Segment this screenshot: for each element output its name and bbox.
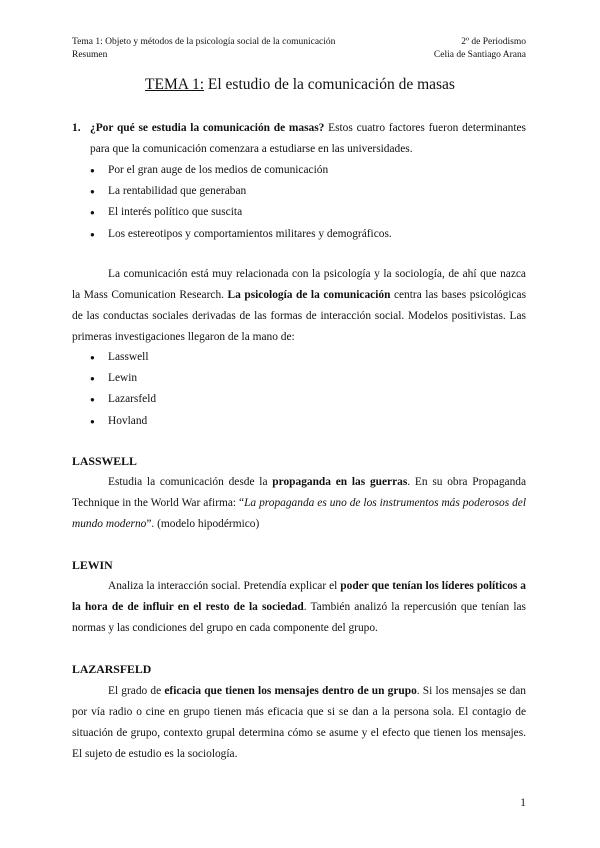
header-author: Celia de Santiago Arana (433, 50, 526, 60)
lazarsfeld-paragraph (72, 681, 526, 765)
list-item: ● Hovland (90, 411, 526, 432)
lazarsfeld-heading: LAZARSFELD (72, 662, 152, 676)
lewin-paragraph (72, 576, 526, 639)
lasswell-part3: ”. (modelo hipodérmico) (146, 518, 260, 530)
header-right (434, 36, 526, 62)
page-title (0, 76, 600, 94)
intro-part1: La comunicación está muy relacionada con la psicología y la sociología, de ahí que nazca la Mass Comunication Research. (72, 268, 526, 301)
lewin-heading: LEWIN (72, 558, 113, 572)
question-bold: ¿Por qué se estudia la comunicación de masas? (90, 122, 325, 134)
list-item: ● El interés político que suscita (90, 202, 526, 223)
list-item: ● Los estereotipos y comportamientos militares y demográficos. (90, 224, 526, 245)
lewin-part1: Analiza la interacción social. Pretendía explicar el (108, 580, 341, 592)
lasswell-bold: propaganda en las guerras (272, 476, 408, 488)
authors-list (90, 347, 526, 432)
lazarsfeld-part1: El grado de (108, 685, 165, 697)
title-text: El estudio de la comunicación de masas (204, 76, 455, 93)
header-subject: Tema 1: Objeto y métodos de la psicología social de la comunicación (72, 37, 336, 47)
question-text: Estos cuatro factores fueron determinantes para que la comunicación comenzara a estudiarse en las universidades. (90, 122, 526, 155)
list-item: ● Lazarsfeld (90, 389, 526, 410)
intro-part2: centra las bases psicológicas de las conductas sociales derivadas de las formas de interacción social. Modelos positivistas. Las primeras investigaciones llegaron de la mano de: (72, 289, 526, 343)
lasswell-quote: La propaganda es uno de los instrumentos más poderosos del mundo moderno (72, 497, 526, 530)
header-course: 2º de Periodismo (461, 37, 526, 47)
lasswell-paragraph (72, 472, 526, 535)
lasswell-part1: Estudia la comunicación desde la (108, 476, 273, 488)
lazarsfeld-bold: eficacia que tienen los mensajes dentro de un grupo (164, 685, 417, 697)
title-prefix: TEMA 1: (145, 76, 205, 93)
lewin-part2: . También analizó la repercusión que tenían las normas y las condiciones del grupo en cada componente del grupo. (72, 601, 526, 634)
factors-list (90, 160, 526, 245)
header-left (72, 36, 335, 62)
lasswell-part2: . En su obra Propaganda Technique in the World War afirma: “ (72, 476, 527, 509)
intro-paragraph (72, 264, 526, 348)
list-item: ● Lewin (90, 368, 526, 389)
list-item: ● La rentabilidad que generaban (90, 181, 526, 202)
list-item: ● Por el gran auge de los medios de comunicación (90, 160, 526, 181)
question-paragraph (72, 118, 526, 160)
lazarsfeld-part2: . Si los mensajes se dan por vía radio o cine en grupo tienen más eficacia que si se dan a la persona sola. El contagio de situación de grupo, contexto grupal determina cómo se asume y el efecto que tienen los mensajes. El sujeto de estudio es la sociología. (72, 685, 526, 760)
list-item: ● Lasswell (90, 347, 526, 368)
question-number: 1. (72, 122, 81, 134)
lasswell-heading: LASSWELL (72, 454, 137, 468)
page-number: 1 (520, 797, 526, 809)
intro-bold: La psicología de la comunicación (227, 289, 391, 301)
lewin-bold: poder que tenían los líderes políticos a la hora de de influir en el resto de la sociedad (72, 580, 526, 613)
header-type: Resumen (72, 50, 108, 60)
